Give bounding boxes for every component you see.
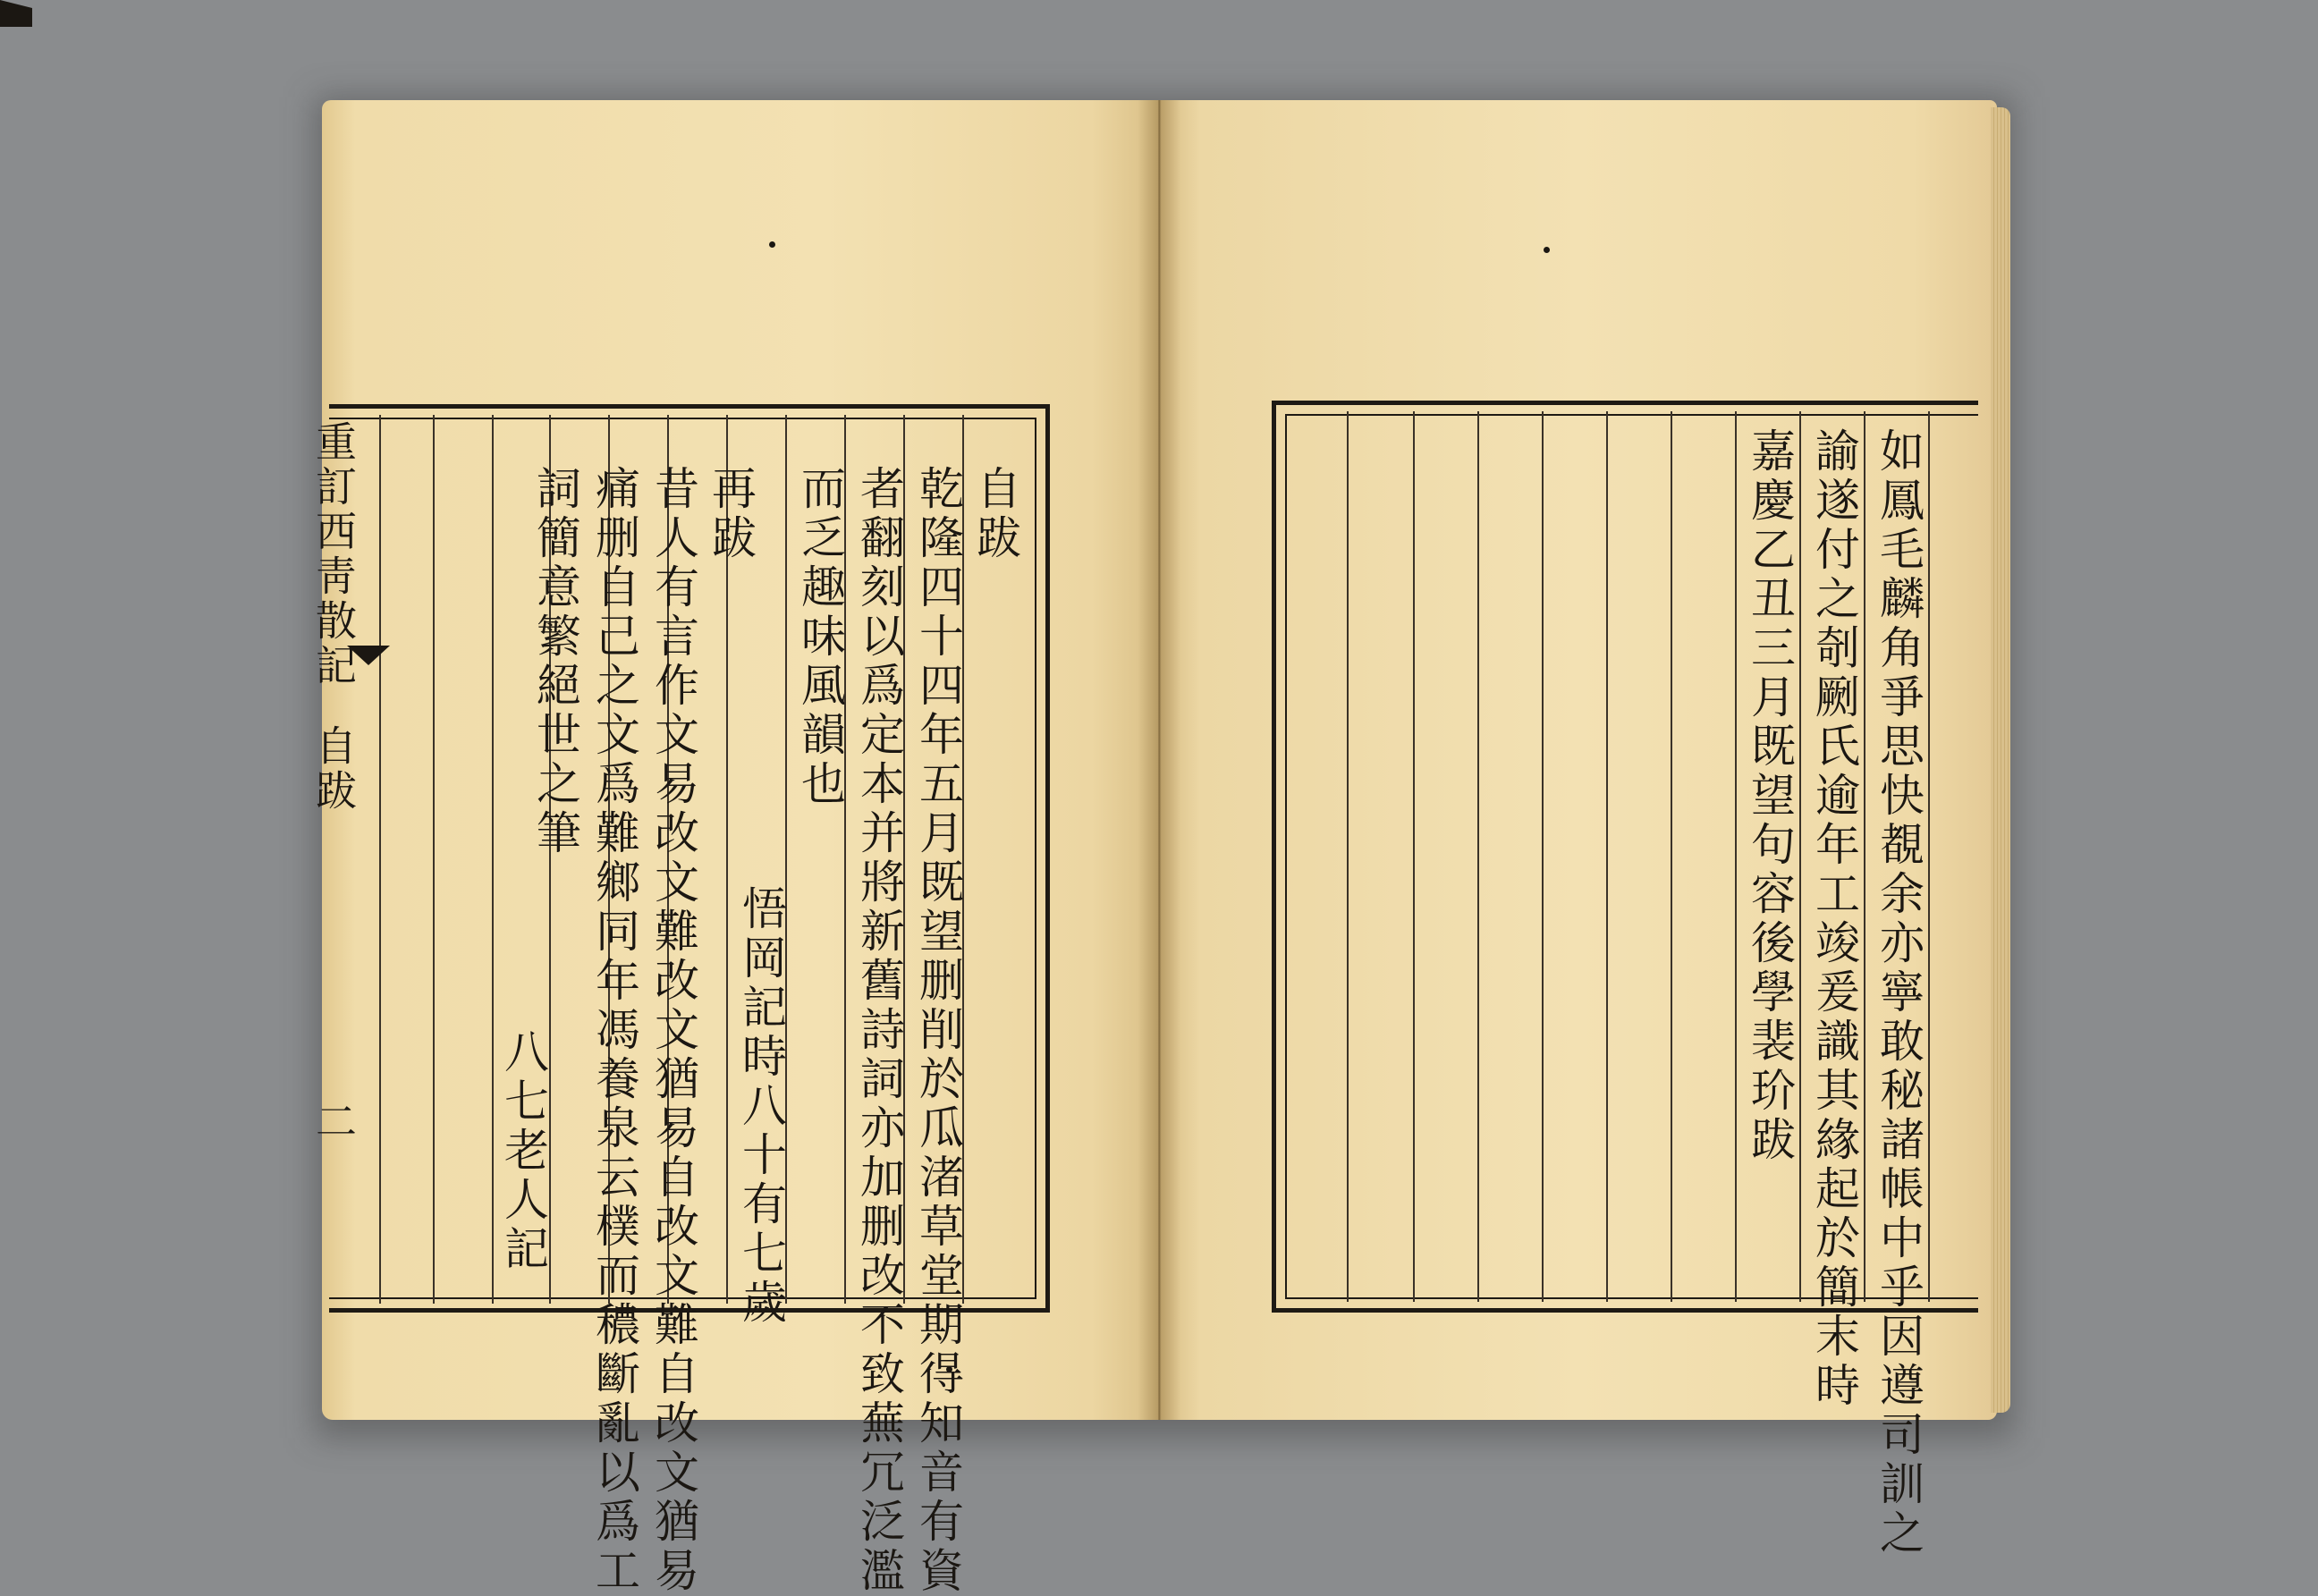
- margin-page-number: 二: [309, 1100, 358, 1144]
- text-column: 詞簡意繁絕世之筆: [529, 465, 581, 858]
- column-rule: [1347, 411, 1349, 1302]
- column-rule: [492, 415, 494, 1304]
- paper-spot: [1544, 247, 1550, 253]
- text-column: 者翻刻以爲定本并將新舊詩詞亦加删改不致蕪冗泛濫: [853, 465, 905, 1596]
- text-column: 嘉慶乙丑三月既望句容後學裴玠跋: [1744, 427, 1796, 1165]
- column-rule: [433, 415, 435, 1304]
- text-column: 昔人有言作文易改文難改文猶易自改文難自改文猶易: [647, 465, 699, 1596]
- margin-section-title: 自跋: [309, 724, 358, 814]
- column-rule: [1542, 411, 1544, 1302]
- column-rule: [1606, 411, 1608, 1302]
- column-rule: [1864, 411, 1865, 1302]
- signature-line: 八七老人記: [497, 1028, 549, 1274]
- heading-second-postscript: 再跋: [705, 465, 757, 563]
- column-rule: [1413, 411, 1415, 1302]
- paper-spot: [769, 241, 775, 248]
- heading-self-postscript: 自跋: [969, 465, 1021, 563]
- column-rule: [1928, 411, 1930, 1302]
- fishtail-mark: [0, 0, 32, 27]
- page-edges: [1991, 107, 2010, 1413]
- text-column: 乾隆四十四年五月既望删削於瓜渚草堂期得知音有資: [912, 465, 964, 1596]
- signature-line: 悟岡記時八十有七歲: [735, 885, 787, 1328]
- column-rule: [1799, 411, 1801, 1302]
- column-rule: [1477, 411, 1479, 1302]
- column-rule: [1671, 411, 1672, 1302]
- text-column: 如鳳毛麟角爭思快覩余亦寧敢秘諸帳中乎因遵司訓之: [1873, 427, 1925, 1558]
- margin-book-title: 重訂西靑散記: [309, 420, 358, 688]
- book-gutter: [1138, 100, 1180, 1420]
- column-rule: [379, 415, 381, 1304]
- text-column: 諭遂付之剞劂氏逾年工竣爰識其緣起於簡末時: [1808, 427, 1860, 1411]
- column-rule: [1735, 411, 1737, 1302]
- text-column: 而乏趣味風韻也: [794, 465, 846, 809]
- text-column: 痛删自己之文爲難鄉同年馮養泉云樸而穠斷亂以爲工: [588, 465, 640, 1596]
